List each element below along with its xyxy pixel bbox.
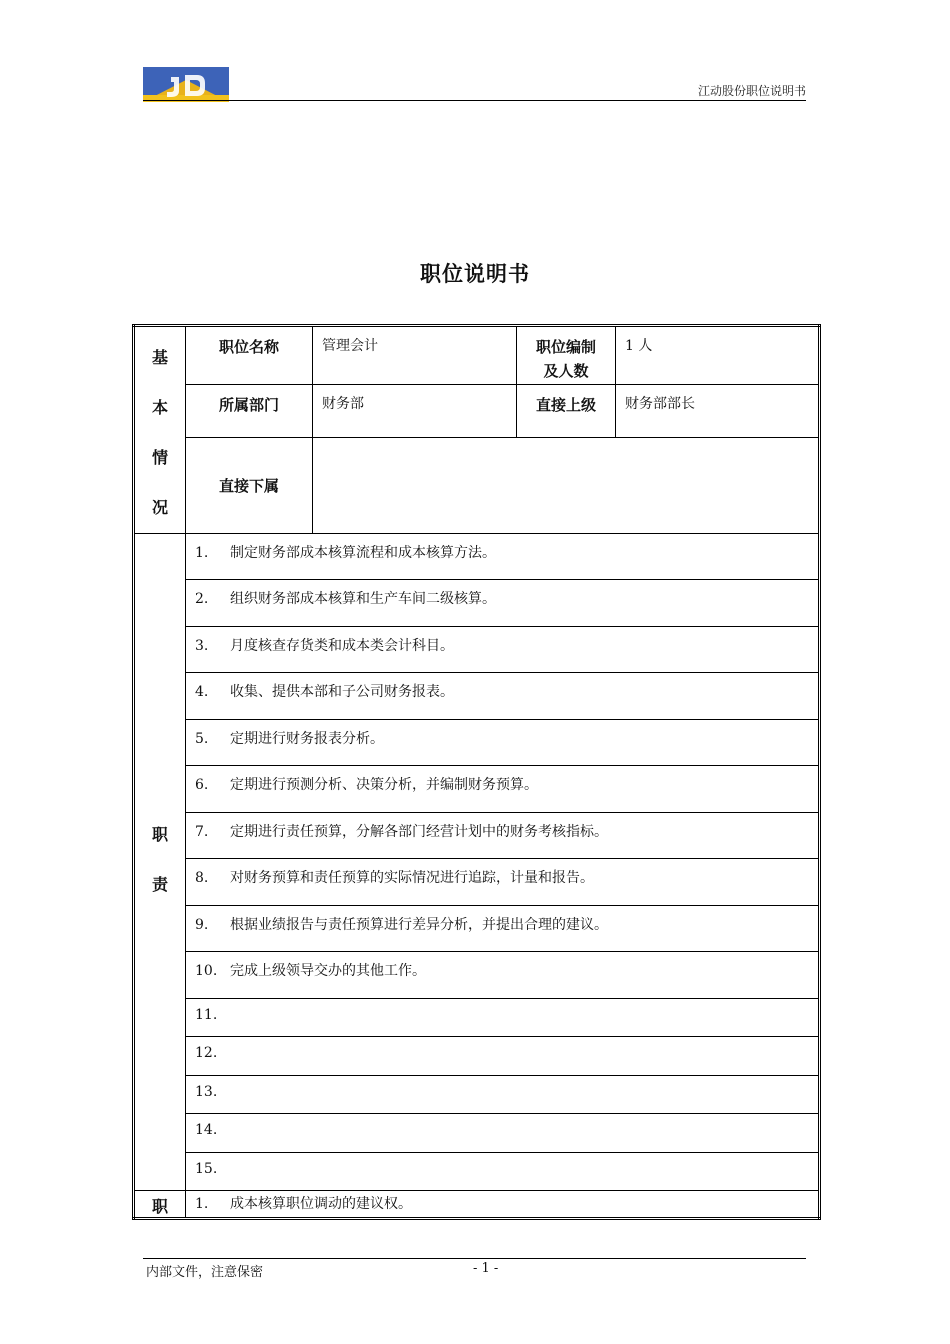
basic-info-row-3 [134,437,820,533]
duty-row [134,859,820,906]
duty-item: 10. 完成上级领导交办的其他工作。 [186,952,820,999]
duty-item-empty: 11. [186,999,820,1037]
duty-row [134,1037,820,1076]
duty-item-empty: 12. [186,1037,820,1076]
authority-section-label: 职 [134,1191,186,1219]
duty-item: 4. 收集、提供本部和子公司财务报表。 [186,673,820,720]
duty-row [134,627,820,673]
duty-row [134,952,820,999]
duty-row [134,580,820,627]
supervisor-label: 直接上级 [517,384,616,437]
duty-row [134,534,820,580]
duty-item: 3. 月度核查存货类和成本类会计科目。 [186,627,820,673]
duties-section-label [134,534,186,1191]
position-name-value: 管理会计 [313,326,517,385]
header-divider [143,100,806,101]
basic-info-row-2 [134,384,820,437]
basic-info-section-label [134,326,186,534]
header-company-title: 江动股份职位说明书 [697,84,806,98]
department-value: 财务部 [313,384,517,437]
logo-graphic [143,67,229,102]
duty-row [134,813,820,859]
position-name-label: 职位名称 [186,326,313,385]
department-label: 所属部门 [186,384,313,437]
duty-item-empty: 14. [186,1114,820,1153]
section-char: 情 [151,448,168,467]
headcount-label: 职位编制及人数 [517,326,616,385]
subordinate-label: 直接下属 [186,437,313,533]
duty-row [134,1153,820,1191]
section-char: 况 [151,498,168,517]
duty-item-empty: 13. [186,1076,820,1114]
company-logo [143,67,229,102]
job-description-table [132,324,821,1220]
page-title: 职位说明书 [420,262,530,286]
section-char: 本 [151,398,168,417]
footer-divider [143,1258,806,1259]
duty-item-empty: 15. [186,1153,820,1191]
duty-item: 8. 对财务预算和责任预算的实际情况进行追踪，计量和报告。 [186,859,820,906]
duty-item: 7. 定期进行责任预算，分解各部门经营计划中的财务考核指标。 [186,813,820,859]
section-char: 职 [151,825,168,844]
supervisor-value: 财务部部长 [616,384,820,437]
duty-row [134,720,820,766]
duty-row [134,673,820,720]
basic-info-row-1 [134,326,820,385]
duty-row [134,1114,820,1153]
confidential-note: 内部文件，注意保密 [146,1265,264,1280]
subordinate-value [313,437,820,533]
duty-row [134,1076,820,1114]
duty-row [134,766,820,813]
authority-row [134,1191,820,1219]
authority-item: 1. 成本核算职位调动的建议权。 [186,1191,820,1219]
headcount-value: 1 人 [616,326,820,385]
duty-row [134,906,820,952]
duty-item: 6. 定期进行预测分析、决策分析，并编制财务预算。 [186,766,820,813]
section-char: 责 [151,875,168,894]
section-char: 基 [151,348,168,367]
duty-row [134,999,820,1037]
duty-item: 5. 定期进行财务报表分析。 [186,720,820,766]
duty-item: 2. 组织财务部成本核算和生产车间二级核算。 [186,580,820,627]
duty-item: 9. 根据业绩报告与责任预算进行差异分析，并提出合理的建议。 [186,906,820,952]
page-number: - 1 - [473,1261,499,1276]
duty-item: 1. 制定财务部成本核算流程和成本核算方法。 [186,534,820,580]
